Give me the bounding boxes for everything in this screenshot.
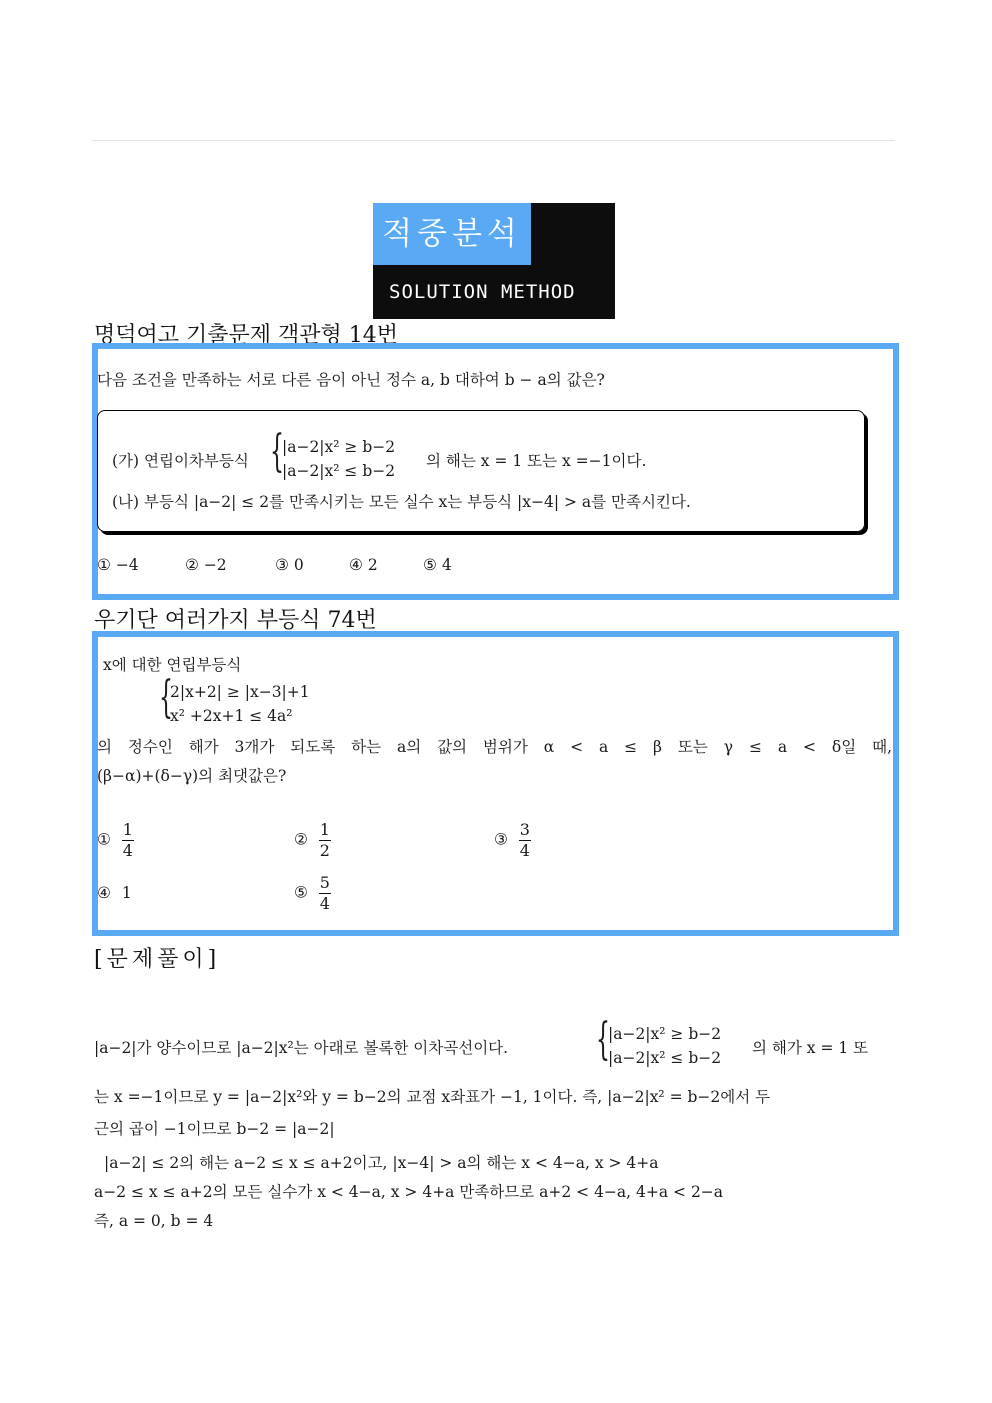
solution-line-4: |a−2| ≤ 2의 해는 a−2 ≤ x ≤ a+2이고, |x−4| > a의 해는 x < 4−a, x > 4+a	[104, 1154, 659, 1172]
condition-box	[97, 410, 865, 532]
problem2-intro: x에 대한 연립부등식	[103, 656, 242, 674]
problem2-system	[170, 680, 310, 728]
top-divider	[92, 140, 895, 141]
problem2-line-1: 의 정수인 해가 3개가 되도록 하는 a의 값의 범위가 α < a ≤ β 또는 γ ≤ a < δ일 때,	[97, 738, 892, 756]
problem2-choice-4: ④ 1	[97, 884, 132, 902]
condition-a-ineq-1: |a−2|x² ≥ b−2	[282, 438, 396, 456]
solution-line-5: a−2 ≤ x ≤ a+2의 모든 실수가 x < 4−a, x > 4+a 만족하므로 a+2 < 4−a, 4+a < 2−a	[94, 1183, 724, 1201]
condition-a-tail: 의 해는 x = 1 또는 x =−1이다.	[426, 452, 647, 470]
solution-line-6: 즉, a = 0, b = 4	[94, 1212, 214, 1230]
solution-ineq-1: |a−2|x² ≥ b−2	[608, 1025, 722, 1043]
problem2-heading: 우기단 여러가지 부등식 74번	[94, 608, 377, 633]
condition-a-system	[282, 435, 395, 483]
problem2-choice-5: ⑤ $\frac{5}{4}$	[294, 873, 330, 913]
problem1-choice-2: ② −2	[185, 556, 227, 574]
problem1-choice-1: ① −4	[97, 556, 139, 574]
condition-a-brace: {	[270, 426, 284, 477]
problem2-line-2: (β−α)+(δ−γ)의 최댓값은?	[97, 767, 287, 785]
solution-ineq-2: |a−2|x² ≤ b−2	[608, 1049, 722, 1067]
condition-a-label: (가) 연립이차부등식	[112, 452, 249, 470]
solution-line-3: 근의 곱이 −1이므로 b−2 = |a−2|	[94, 1120, 335, 1138]
problem1-choice-4: ④ 2	[349, 556, 378, 574]
solution-line-1a: |a−2|가 양수이므로 |a−2|x²는 아래로 볼록한 이차곡선이다.	[94, 1039, 509, 1057]
logo-subtitle: SOLUTION METHOD	[389, 281, 576, 303]
problem2-choice-1: ① $\frac{1}{4}$	[97, 820, 133, 860]
condition-a-ineq-2: |a−2|x² ≤ b−2	[282, 462, 396, 480]
logo-title: 적중분석	[373, 203, 531, 265]
solution-line-2: 는 x =−1이므로 y = |a−2|x²와 y = b−2의 교점 x좌표가 −1, 1이다. 즉, |a−2|x² = b−2에서 두	[94, 1088, 771, 1106]
problem1-question: 다음 조건을 만족하는 서로 다른 음이 아닌 정수 a, b 대하여 b − a의 값은?	[97, 371, 605, 389]
solution-system	[608, 1022, 721, 1070]
problem2-choice-2: ② $\frac{1}{2}$	[294, 820, 330, 860]
condition-b: (나) 부등식 |a−2| ≤ 2를 만족시키는 모든 실수 x는 부등식 |x−4| > a를 만족시킨다.	[112, 493, 691, 511]
problem1-choice-3: ③ 0	[275, 556, 304, 574]
solution-heading: [문제풀이]	[94, 947, 221, 972]
problem2-ineq-2: x² +2x+1 ≤ 4a²	[170, 707, 293, 725]
solution-brace: {	[596, 1014, 610, 1065]
problem1-choice-5: ⑤ 4	[423, 556, 452, 574]
problem1-heading: 명덕여고 기출문제 객관형 14번	[94, 323, 398, 348]
solution-line-1b: 의 해가 x = 1 또	[752, 1039, 869, 1057]
problem2-brace: {	[159, 672, 173, 723]
solution-method-logo	[373, 203, 615, 319]
problem2-choice-3: ③ $\frac{3}{4}$	[494, 820, 530, 860]
problem2-ineq-1: 2|x+2| ≥ |x−3|+1	[170, 683, 310, 701]
